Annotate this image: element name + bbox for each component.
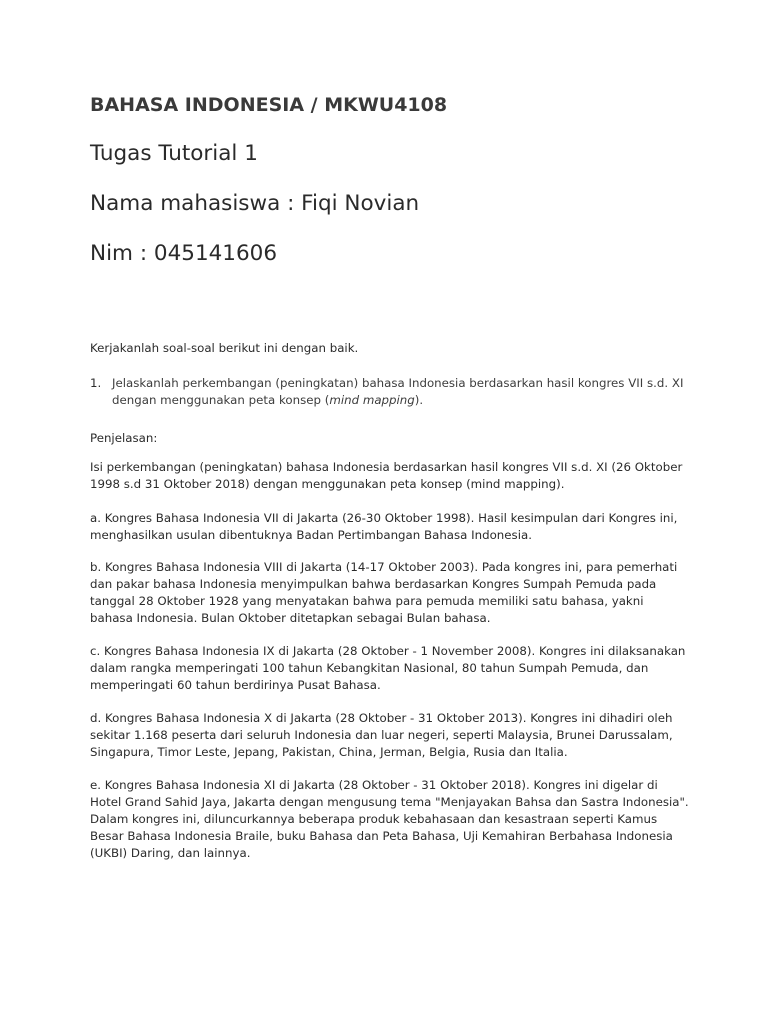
course-title: BAHASA INDONESIA / MKWU4108 [90,94,448,116]
student-id: Nim : 045141606 [90,241,278,266]
question-text-end: ). [414,393,424,407]
student-name: Nama mahasiswa : Fiqi Novian [90,191,420,216]
question-text-start: Jelaskanlah perkembangan (peningkatan) bahasa Indonesia berdasarkan hasil kongres VII s.d. XI dengan menggunakan peta konsep ( [112,376,684,407]
assignment-title: Tugas Tutorial 1 [90,141,258,166]
answer-point-e: e. Kongres Bahasa Indonesia XI di Jakarta (28 Oktober - 31 Oktober 2018). Kongres ini digelar di Hotel Grand Sahid Jaya, Jakarta dengan mengusung tema "Menjayakan Bahsa dan Sastra Indonesia". Dalam kongres ini, diluncurkannya beberapa produk kebahasaan dan kesastraan seperti Kamus Besar Bahasa Indonesia Braile, buku Bahasa dan Peta Bahasa, Uji Kemahiran Berbahasa Indonesia (UKBI) Daring, dan lainnya. [90,778,689,860]
answer-point-c: c. Kongres Bahasa Indonesia IX di Jakarta (28 Oktober - 1 November 2008). Kongres ini dilaksanakan dalam rangka memperingati 100 tahun Kebangkitan Nasional, 80 tahun Sumpah Pemuda, dan memperingati 60 tahun berdirinya Pusat Bahasa. [90,644,686,692]
question-number: 1. [90,376,102,390]
question-text-italic: mind mapping [329,393,415,407]
answer-point-a: a. Kongres Bahasa Indonesia VII di Jakarta (26-30 Oktober 1998). Hasil kesimpulan dari Kongres ini, menghasilkan usulan dibentuknya Badan Pertimbangan Bahasa Indonesia. [90,511,678,542]
answer-label: Penjelasan: [90,431,158,445]
question-text [112,375,692,409]
answer-intro: Isi perkembangan (peningkatan) bahasa Indonesia berdasarkan hasil kongres VII s.d. XI (26 Oktober 1998 s.d 31 Oktober 2018) dengan menggunakan peta konsep (mind mapping). [90,460,683,491]
instruction-text: Kerjakanlah soal-soal berikut ini dengan baik. [90,341,359,355]
answer-point-b: b. Kongres Bahasa Indonesia VIII di Jakarta (14-17 Oktober 2003). Pada kongres ini, para pemerhati dan pakar bahasa Indonesia menyimpulkan bahwa berdasarkan Kongres Sumpah Pemuda pada tanggal 28 Oktober 1928 yang menyatakan bahwa para pemuda memiliki satu bahasa, yakni bahasa Indonesia. Bulan Oktober ditetapkan sebagai Bulan bahasa. [90,560,678,625]
answer-point-d: d. Kongres Bahasa Indonesia X di Jakarta (28 Oktober - 31 Oktober 2013). Kongres ini dihadiri oleh sekitar 1.168 peserta dari seluruh Indonesia dan luar negeri, seperti Malaysia, Brunei Darussalam, Singapura, Timor Leste, Jepang, Pakistan, China, Jerman, Belgia, Rusia dan Italia. [90,711,673,759]
